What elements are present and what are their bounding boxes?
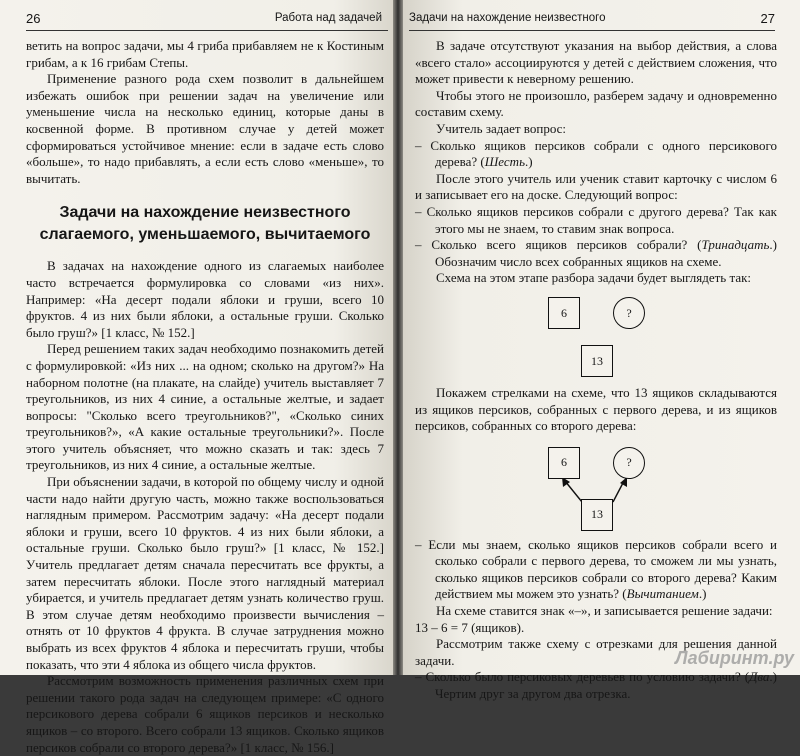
section-heading: Задачи на нахождение неизвестного слагаемого, уменьшаемого, вычитаемого (39, 204, 371, 244)
scheme-box-part: 6 (548, 447, 580, 479)
paragraph: Учитель задает вопрос: (436, 120, 567, 136)
running-head-right: Задачи на нахождение неизвестного (409, 12, 606, 24)
dialogue-line: – Сколько всего ящиков персиков собрали? (Тринадцать.) Обозначим число всех собранных ящиков на схеме. (415, 237, 777, 269)
left-page-body (26, 38, 384, 756)
book-gutter (393, 0, 403, 675)
running-head-left: Работа над задачей (274, 12, 382, 24)
paragraph: Перед решением таких задач необходимо познакомить детей с формулировкой: «Из них ... на одном; сколько на другом?» На наборном полотне (на плакате, на слайде) учитель выставляет 7 треугольников, из них 4 синие, а остальные желтые, и задает вопросы: "Сколько всего треугольников?", «Сколько синих треугольников?», «А какие остальные треугольники?». После этого учитель объясняет, что можно сказать и так: здесь 7 треугольников, из них 4 синие, а остальные желтые. (26, 341, 384, 473)
dialogue-line: – Сколько ящиков персиков собрали с одного персикового дерева? (Шесть.) (415, 137, 777, 170)
scheme-box-part: 6 (548, 297, 580, 329)
scheme-diagram-2 (415, 435, 777, 537)
dialogue-line: – Сколько было персиковых деревьев по условию задачи? (Два.) Чертим друг за другом два отрезка. (415, 669, 777, 702)
scheme-box-total: 13 (581, 345, 613, 377)
paragraph: Схема на этом этапе разбора задачи будет выглядеть так: (436, 270, 752, 286)
paragraph: Чтобы этого не произошло, разберем задачу и одновременно составим схему. (415, 87, 777, 120)
paragraph: Применение разного рода схем позволит в дальнейшем избежать ошибок при решении задач на увеличение или уменьшение числа на несколько единиц, которые даны в косвенной форме. В противном случае у детей может сформироваться устойчивое мнение: если в задаче есть слово «больше», то надо прибавлять, а если есть слово «меньше», то вычитать. (26, 71, 384, 186)
right-page (403, 0, 800, 702)
scheme-circle-unknown: ? (613, 297, 645, 329)
page-number-right: 27 (760, 11, 775, 26)
paragraph: После этого учитель или ученик ставит карточку с числом 6 и записывает его на доске. Следующий вопрос: (415, 170, 777, 203)
equation: 13 – 6 = 7 (ящиков). (415, 619, 525, 635)
paragraph: Рассмотрим также схему с отрезками для решения данной задачи. (415, 636, 777, 668)
paragraph: ветить на вопрос задачи, мы 4 гриба прибавляем не к Костиным грибам, а к 16 грибам Степы. (26, 38, 384, 70)
dialogue-line: – Если мы знаем, сколько ящиков персиков собрали всего и сколько собрали с первого дерева, то сможем ли мы узнать, сколько ящиков персиков собрали со второго дерева? Каким действием мы можем это узнать? (Вычитанием.) (415, 536, 777, 602)
right-page-header (409, 8, 775, 31)
dialogue-line: – Сколько ящиков персиков собрали с другого дерева? Так как этого мы не знаем, то ставим знак вопроса. (415, 203, 777, 236)
scheme-circle-unknown: ? (613, 447, 645, 479)
left-page-header (26, 8, 388, 31)
paragraph: В задачах на нахождение одного из слагаемых наиболее часто встречается формулировка со словами «из них». Например: «На десерт подали яблоки и груши, всего 10 фруктов. 4 из них были яблоки, а остальные груши. Сколько было груш?» [1 класс, № 152.] (26, 258, 384, 340)
paragraph: При объяснении задачи, в которой по общему числу и одной части надо найти другую часть, можно также воспользоваться наглядным примером. Рассмотрим задачу: «На десерт подали яблоки и груши, всего 10 фруктов. 4 из них были яблоки, а остальные груши. Сколько было груш?» [1 класс, № 152.] Учитель предлагает детям сначала пересчитать все фрукты, а затем пересчитать яблоки. После этого наглядный материал убирается, и учитель предлагает детям узнать количество груш. В этом случае детям необходимо произвести вычисления – отнять от 10 фруктов 4 фрукта. В случае затруднения можно выбрать из всех фруктов 4 яблока и пересчитать груши, чтобы показать, что эти 4 яблока из общего числа фруктов. (26, 474, 384, 672)
page-number-left: 26 (26, 11, 41, 26)
paragraph: На схеме ставится знак «–», и записывается решение задачи: (436, 603, 773, 619)
paragraph: Покажем стрелками на схеме, что 13 ящиков складываются из ящиков персиков, собранных с первого дерева, и из ящиков персиков, собранных со второго дерева: (415, 384, 777, 434)
site-watermark: Лабиринт.ру (675, 648, 794, 668)
paragraph: Рассмотрим возможность применения различных схем при решении такого рода задач на следующем примере: «С одного персикового дерева собрали 6 ящиков персиков и несколько ящиков – со второго. Всего собрали 13 ящиков. Сколько ящиков персиков собрали со второго дерева?» [1 класс, № 156.] (26, 673, 384, 755)
scheme-diagram-1 (415, 287, 777, 385)
left-page (0, 0, 393, 755)
right-page-body (415, 38, 777, 703)
paragraph: В задаче отсутствуют указания на выбор действия, а слова «всего стало» ассоциируются у детей с действием сложения, что может привести к неверному решению. (415, 38, 777, 87)
scheme-box-total: 13 (581, 499, 613, 531)
